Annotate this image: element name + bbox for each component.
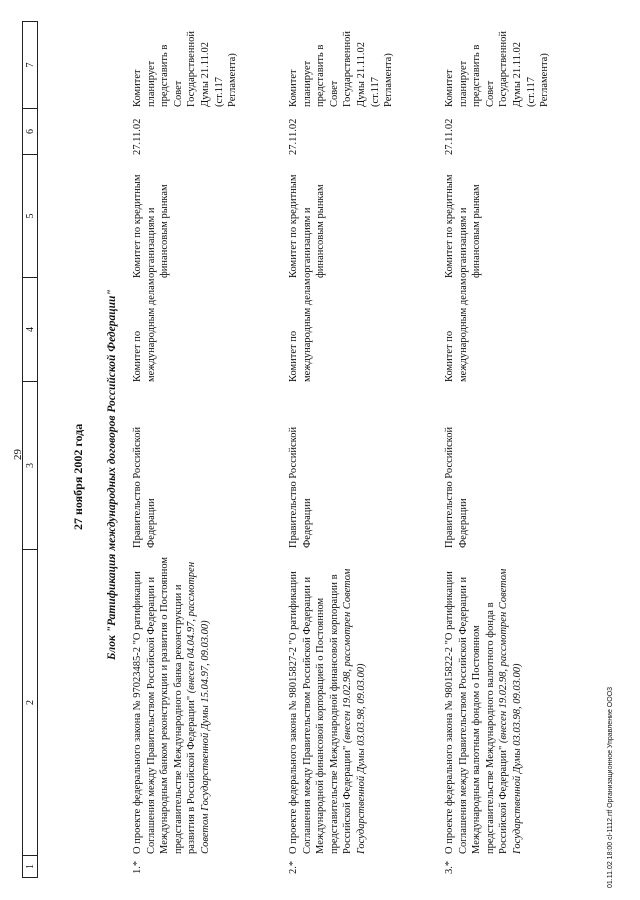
column-number: 2 (23, 549, 37, 855)
responsible-committee: Комитет по международным делам (132, 278, 157, 382)
remark: Комитет планирует представить в Совет Государственной Думы 21.11.02 (ст.117 Регламента) (132, 31, 239, 107)
remark: Комитет планирует представить в Совет Государственной Думы 21.11.02 (ст.117 Регламента) (288, 31, 395, 107)
table-row (286, 23, 442, 878)
block-title: Блок "Ратификация международных договоров Российской Федерации" (106, 289, 118, 660)
responsible-committee: Комитет по международным делам (444, 278, 469, 382)
date-heading: 27 ноября 2002 года (71, 423, 85, 530)
bill-title-cell (286, 550, 442, 856)
bill-title-cell (130, 550, 286, 856)
hearing-date: 27.11.02 (444, 118, 455, 155)
column-number: 7 (24, 62, 36, 68)
bill-title: О проекте федерального закона № 98015827-2 "О ратификации Соглашения между Правительством Российской Федерации и Международной финансовой корпорацией о Постоянном представительстве Международной финансовой корпорации в Российской Федерации" (288, 571, 354, 854)
page-number: 29 (12, 449, 24, 460)
co-committee: Комитет по кредитным организациям и финансовым рынкам (132, 174, 171, 278)
hearing-date: 27.11.02 (288, 118, 299, 155)
responsible-committee: Комитет по международным делам (288, 278, 313, 382)
column-number: 4 (23, 277, 37, 381)
co-committee: Комитет по кредитным организациям и финансовым рынкам (288, 174, 327, 278)
column-number: 6 (23, 108, 37, 154)
remark: Комитет планирует представить в Совет Государственной Думы 21.11.02 (ст.117 Регламента) (444, 31, 551, 107)
column-number: 3 (23, 381, 37, 549)
column-number: 1 (23, 855, 37, 877)
initiator: Правительство Российской Федерации (132, 426, 157, 548)
bill-note: (внесен 04.04.97, рассмотрен Советом Государственной Думы 15.04.97, 09.03.00) (186, 561, 211, 854)
column-number-header (22, 21, 38, 878)
co-committee: Комитет по кредитным организациям и финансовым рынкам (444, 174, 483, 278)
row-number: 3.* (444, 860, 455, 874)
bill-title-cell (442, 550, 598, 856)
bill-note: (внесен 19.02.98, рассмотрен Советом Государственной Думы 03.03.98, 09.03.00) (342, 568, 367, 854)
hearing-date: 27.11.02 (132, 118, 143, 155)
column-number: 5 (23, 154, 37, 277)
bill-note: (внесен 19.02.98, рассмотрен Советом Государственной Думы 03.03.98, 09.03.00) (498, 568, 523, 854)
footer: 01.11.02 18:00 сl-1112.rtf Организационное Управление ООО3 (607, 686, 614, 888)
initiator: Правительство Российской Федерации (288, 426, 313, 548)
row-number: 2.* (288, 860, 299, 874)
table-row (442, 23, 598, 878)
initiator: Правительство Российской Федерации (444, 426, 469, 548)
row-number: 1.* (132, 860, 143, 874)
bill-title: О проекте федерального закона № 98015822-2 "О ратификации Соглашения между Правительством Российской Федерации и Международным валютным фондом о Постоянном представительстве Международного валютного фонда в Российской Федерации" (444, 571, 510, 854)
table-row (130, 23, 286, 878)
agenda-table (130, 23, 598, 878)
bill-title: О проекте федерального закона № 97023485-2 "О ратификации Соглашения между Правительством Российской Федерации и Международным банком реконструкции и развития о Постоянном представительстве Международного банка реконструкции и развития в Российской Федерации" (132, 556, 198, 854)
